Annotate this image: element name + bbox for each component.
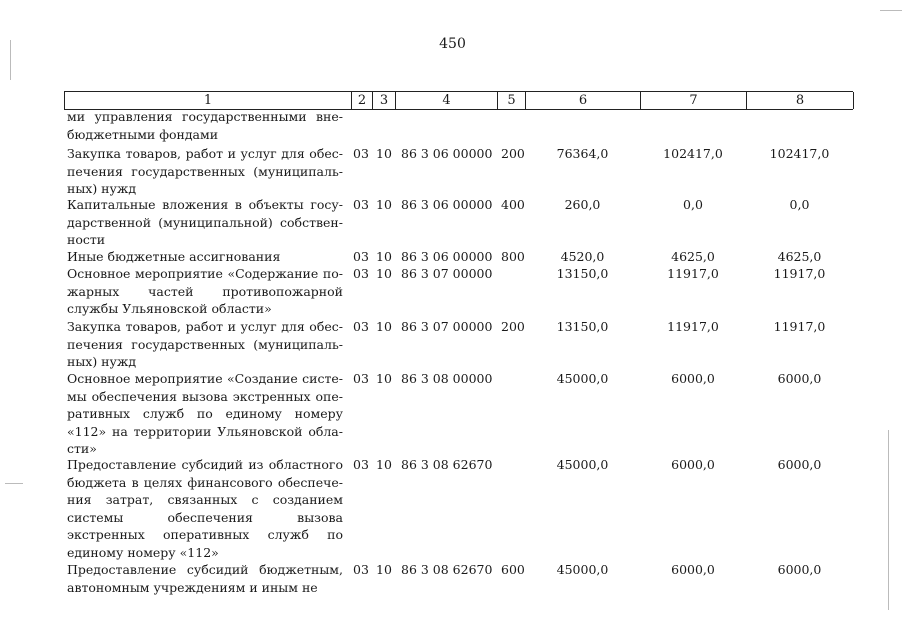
row-description: Предоставление субсидий из областного бюджета в целях финансового обеспечения затрат, связанных с созданием системы обеспечения вызова экстренных оперативных служб по единому номеру «112» xyxy=(67,457,343,560)
header-col-2: 2 xyxy=(351,92,372,109)
cell-c6: 13150,0 xyxy=(556,319,609,334)
cell-c7: 11917,0 xyxy=(667,266,719,281)
header-col-6: 6 xyxy=(525,92,640,109)
cell-c7: 6000,0 xyxy=(671,371,715,386)
cell-c4: 86 3 08 62670 xyxy=(401,562,493,577)
cell-c8: 11917,0 xyxy=(773,319,826,334)
cell-c3: 10 xyxy=(376,249,392,264)
scan-edge-right xyxy=(888,430,889,610)
row-description: ми управления государственными внебюджетными фондами xyxy=(67,109,343,142)
cell-c6: 13150,0 xyxy=(556,266,609,281)
header-col-5: 5 xyxy=(497,92,525,109)
cell-c3: 10 xyxy=(376,319,392,334)
cell-c4: 86 3 06 00000 xyxy=(401,146,493,161)
row-description: Основное мероприятие «Создание системы обеспечения вызова экстренных оперативных служб по единому номеру «112» на территории Ульяновской области» xyxy=(67,371,343,456)
cell-c7: 6000,0 xyxy=(671,562,715,577)
row-description: Закупка товаров, работ и услуг для обеспечения государственных (муниципальных) нужд xyxy=(67,146,343,196)
cell-c8: 0,0 xyxy=(789,197,810,212)
cell-c8: 6000,0 xyxy=(777,457,822,472)
cell-c5: 200 xyxy=(501,319,525,334)
cell-c2: 03 xyxy=(353,249,369,264)
row-description: Закупка товаров, работ и услуг для обеспечения государственных (муниципальных) нужд xyxy=(67,319,343,369)
cell-c6: 45000,0 xyxy=(556,457,609,472)
cell-c5: 800 xyxy=(501,249,525,264)
scan-mark xyxy=(5,483,23,484)
header-col-3: 3 xyxy=(372,92,395,109)
cell-c3: 10 xyxy=(376,146,392,161)
header-col-1: 1 xyxy=(64,92,351,109)
cell-c3: 10 xyxy=(376,457,392,472)
cell-c7: 11917,0 xyxy=(667,319,719,334)
cell-c7: 0,0 xyxy=(683,197,703,212)
cell-c7: 4625,0 xyxy=(671,249,715,264)
header-col-7: 7 xyxy=(640,92,746,109)
page-number: 450 xyxy=(439,36,466,52)
row-description: Основное мероприятие «Содержание пожарных частей противопожарной службы Ульяновской области» xyxy=(67,266,343,316)
cell-c6: 76364,0 xyxy=(556,146,609,161)
row-description: Иные бюджетные ассигнования xyxy=(67,249,281,264)
cell-c3: 10 xyxy=(376,197,392,212)
cell-c4: 86 3 07 00000 xyxy=(401,266,493,281)
cell-c4: 86 3 07 00000 xyxy=(401,319,493,334)
cell-c2: 03 xyxy=(353,562,369,577)
scan-mark xyxy=(880,10,902,11)
header-col-8: 8 xyxy=(746,92,854,109)
cell-c8: 102417,0 xyxy=(769,146,830,161)
cell-c3: 10 xyxy=(376,371,392,386)
row-description: Предоставление субсидий бюджетным, автономным учреждениям и иным не xyxy=(67,562,343,595)
cell-c8: 6000,0 xyxy=(777,371,822,386)
cell-c2: 03 xyxy=(353,319,369,334)
cell-c5: 400 xyxy=(501,197,525,212)
cell-c2: 03 xyxy=(353,197,369,212)
cell-c3: 10 xyxy=(376,266,392,281)
cell-c2: 03 xyxy=(353,146,369,161)
cell-c8: 11917,0 xyxy=(773,266,826,281)
cell-c4: 86 3 06 00000 xyxy=(401,197,493,212)
cell-c4: 86 3 08 00000 xyxy=(401,371,493,386)
scan-edge-left xyxy=(10,40,11,80)
cell-c5: 600 xyxy=(501,562,525,577)
row-description: Капитальные вложения в объекты государственной (муниципальной) собственности xyxy=(67,197,343,247)
cell-c5: 200 xyxy=(501,146,525,161)
cell-c7: 102417,0 xyxy=(663,146,723,161)
cell-c3: 10 xyxy=(376,562,392,577)
cell-c2: 03 xyxy=(353,266,369,281)
cell-c8: 6000,0 xyxy=(777,562,822,577)
cell-c6: 45000,0 xyxy=(556,562,609,577)
cell-c2: 03 xyxy=(353,457,369,472)
cell-c2: 03 xyxy=(353,371,369,386)
cell-c6: 260,0 xyxy=(564,197,601,212)
cell-c8: 4625,0 xyxy=(777,249,822,264)
cell-c4: 86 3 08 62670 xyxy=(401,457,493,472)
header-col-4: 4 xyxy=(395,92,497,109)
cell-c4: 86 3 06 00000 xyxy=(401,249,493,264)
cell-c6: 45000,0 xyxy=(556,371,609,386)
cell-c6: 4520,0 xyxy=(560,249,605,264)
cell-c7: 6000,0 xyxy=(671,457,715,472)
